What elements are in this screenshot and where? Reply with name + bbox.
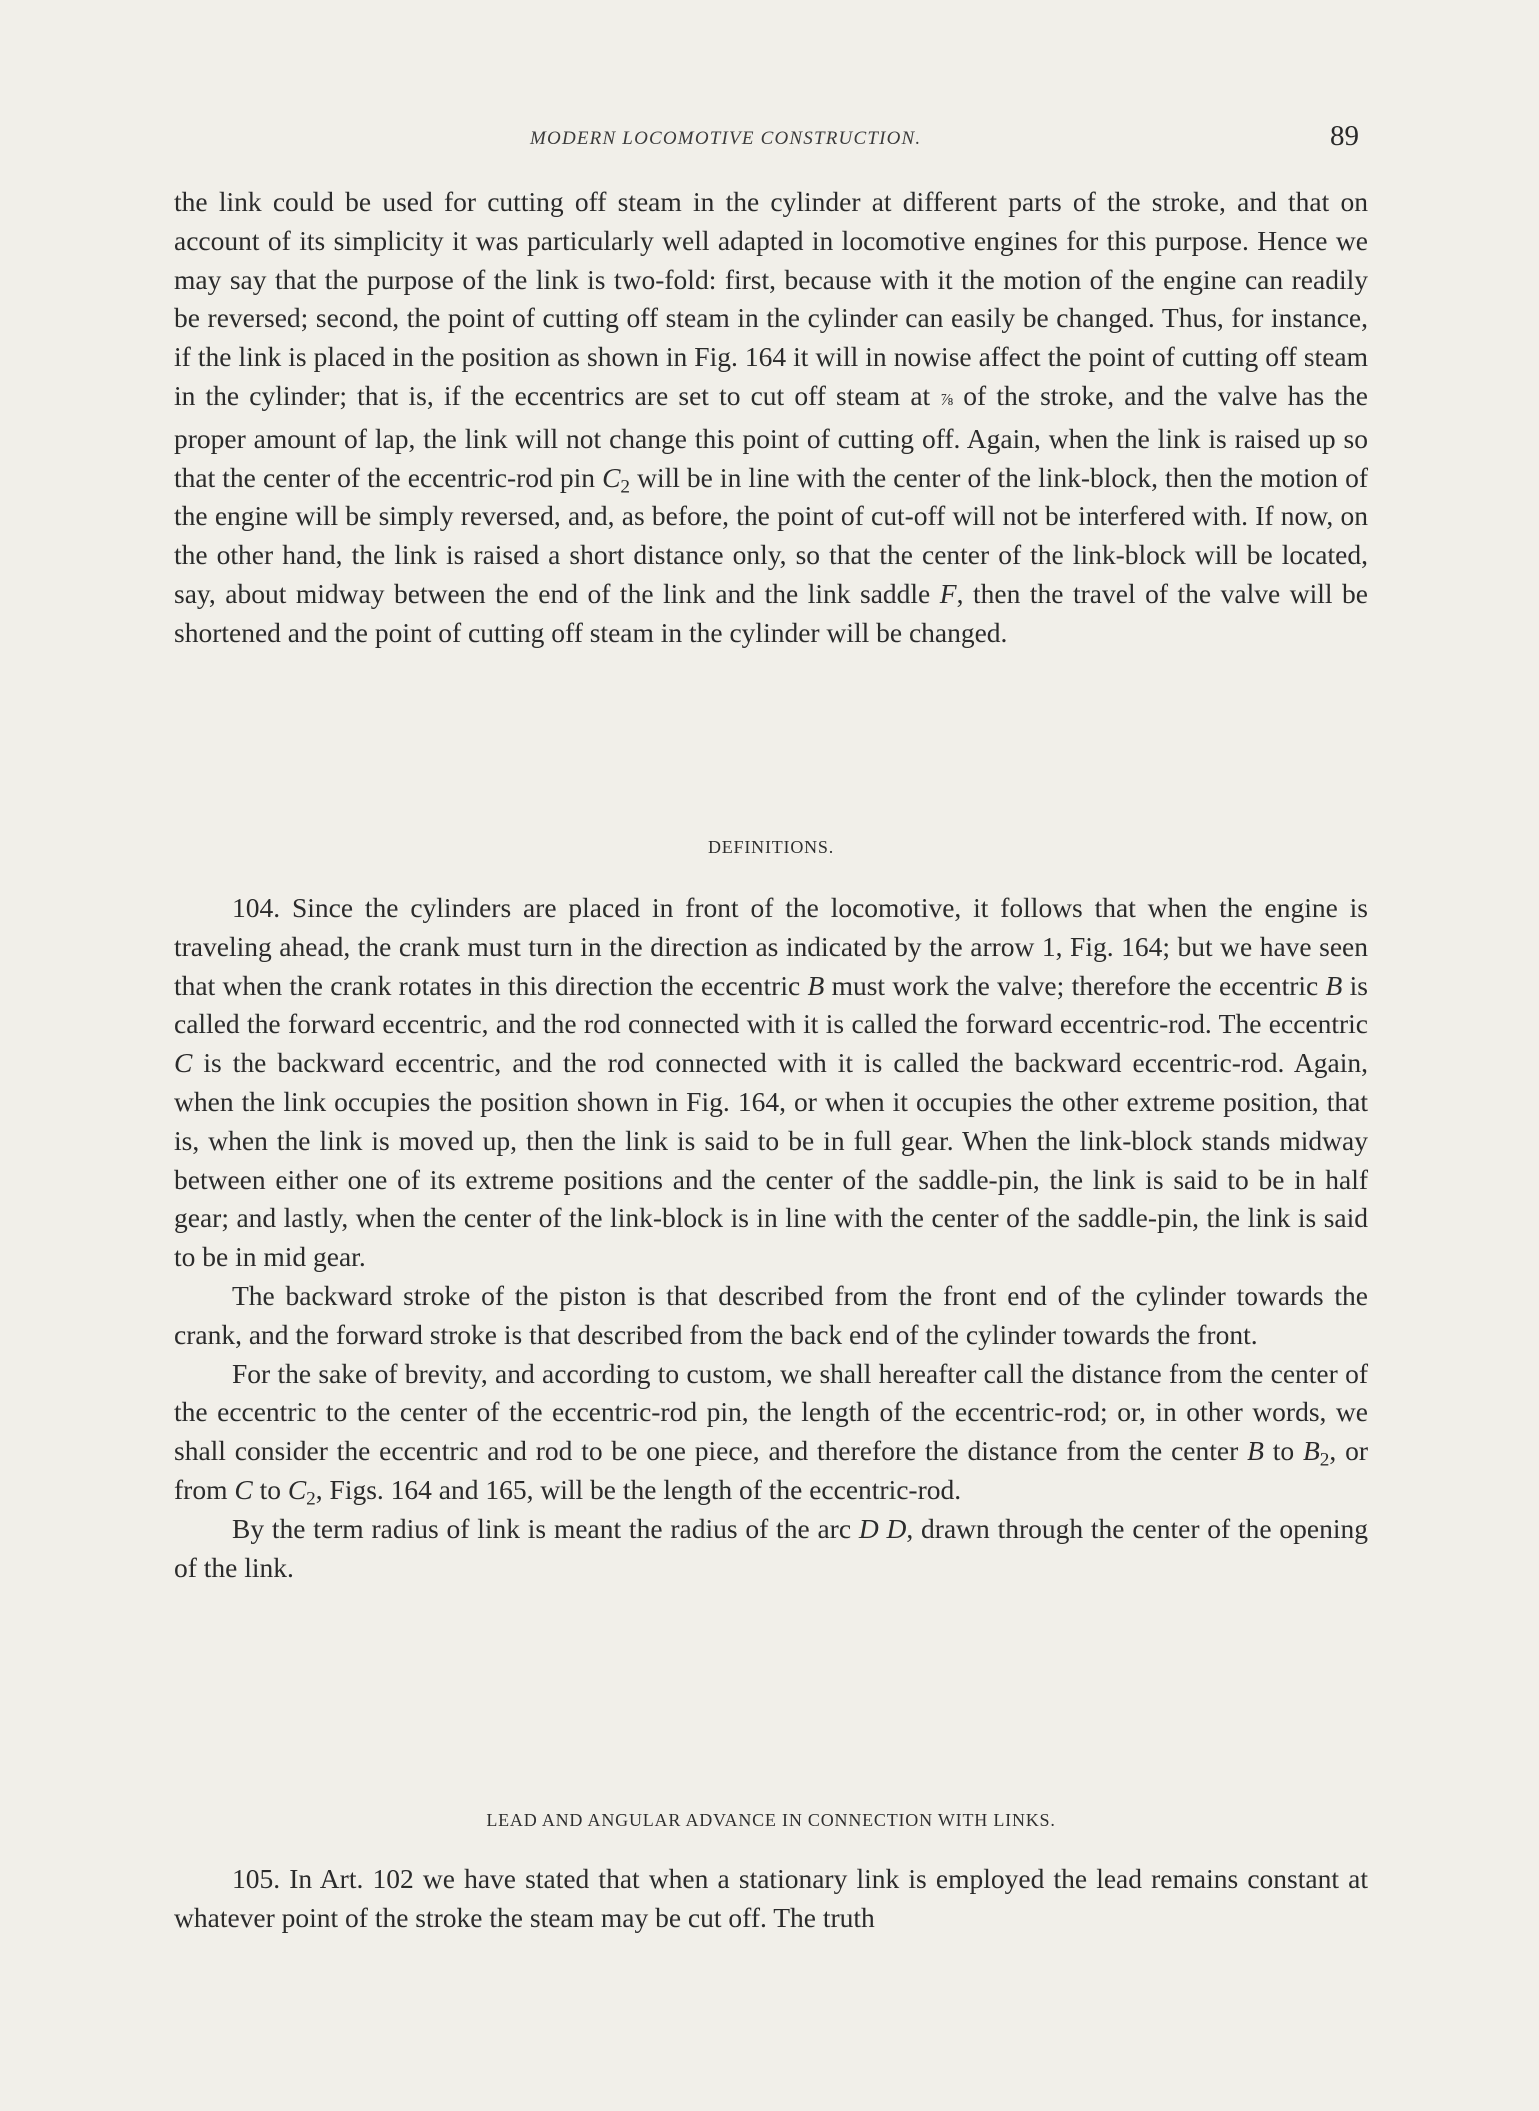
running-head: MODERN LOCOMOTIVE CONSTRUCTION. — [530, 128, 922, 149]
paragraph-105-block — [174, 1860, 1368, 1938]
definitions-block — [174, 889, 1368, 1587]
paragraph-105: 105. In Art. 102 we have stated that when a stationary link is employed the lead remains constant at whatever point of the stroke the steam may be cut off. The truth — [174, 1863, 1368, 1933]
paragraph-link-purpose: the link could be used for cutting off steam in the cylinder at different parts of the stroke, and that on account of its simplicity it was particularly well adapted in locomotive engines for this purpose. Hence we may say that the purpose of the link is two-fold: first, because with it the motion of the engine can readily be reversed; second, the point of cutting off steam in the cylinder can easily be changed. Thus, for instance, if the link is placed in the position as shown in Fig. 164 it will in nowise affect the point of cutting off steam in the cylinder; that is, if the eccentrics are set to cut off steam at ⅞ of the stroke, and the valve has the proper amount of lap, the link will not change this point of cutting off. Again, when the link is raised up so that the center of the eccentric-rod pin $C_2$ will be in line with the center of the link-block, then the motion of the engine will be simply reversed, and, as before, the point of cut-off will not be interfered with. If now, on the other hand, the link is raised a short distance only, so that the center of the link-block will be located, say, about midway between the end of the link and the link saddle F, then the travel of the valve will be shortened and the point of cutting off steam in the cylinder will be changed. — [174, 186, 1368, 648]
section-heading-definitions: DEFINITIONS. — [707, 837, 835, 857]
paragraph-104: 104. Since the cylinders are placed in front of the locomotive, it follows that when the engine is traveling ahead, the crank must turn in the direction as indicated by the arrow 1, Fig. 164; but we have seen that when the crank rotates in this direction the eccentric B must work the valve; therefore the eccentric B is called the forward eccentric, and the rod connected with it is called the forward eccentric-rod. The eccentric C is the backward eccentric, and the rod connected with it is called the backward eccentric-rod. Again, when the link occupies the position shown in Fig. 164, or when it occupies the other extreme position, that is, when the link is moved up, then the link is said to be in full gear. When the link-block stands midway between either one of its extreme positions and the center of the saddle-pin, the link is said to be in half gear; and lastly, when the center of the link-block is in line with the center of the saddle-pin, the link is said to be in mid gear. — [174, 892, 1368, 1273]
paragraph-eccentric-rod-length: For the sake of brevity, and according to custom, we shall hereafter call the distance from the center of the eccentric to the center of the eccentric-rod pin, the length of the eccentric-rod; or, in other words, we shall consider the eccentric and rod to be one piece, and therefore the distance from the center B to $B_2$, or from C to $C_2$, Figs. 164 and 165, will be the length of the eccentric-rod. — [174, 1357, 1368, 1510]
paragraph-radius-of-link: By the term radius of link is meant the radius of the arc D D, drawn through the center of the opening of the link. — [174, 1512, 1368, 1583]
paragraph-stroke: The backward stroke of the piston is that described from the front end of the cylinder towards the crank, and the forward stroke is that described from the back end of the cylinder towards the front. — [174, 1279, 1368, 1350]
page-header — [0, 118, 1539, 158]
section-heading-lead-angular-advance: LEAD AND ANGULAR ADVANCE IN CONNECTION WITH LINKS. — [486, 1810, 1056, 1830]
page-number: 89 — [1330, 120, 1359, 152]
